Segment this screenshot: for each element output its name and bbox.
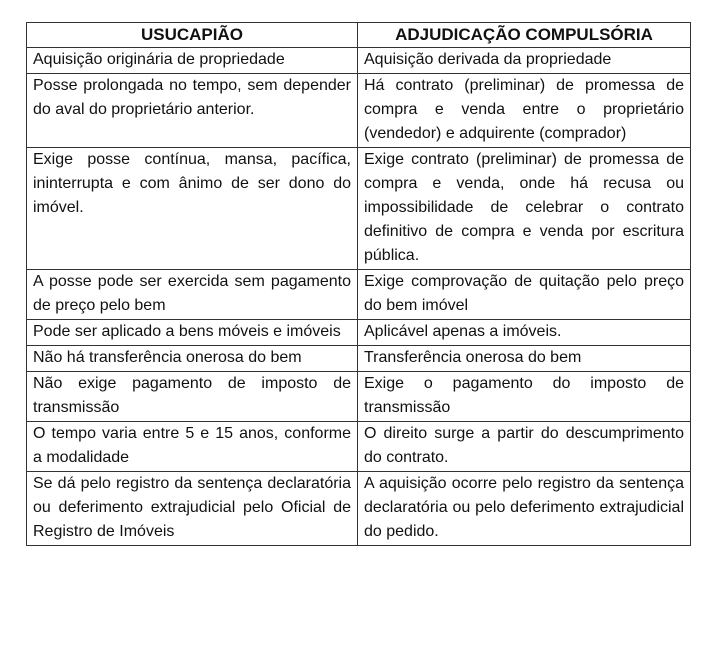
- usucapiao-cell: Não exige pagamento de imposto de transmissão: [27, 372, 358, 422]
- table-row: [27, 270, 691, 320]
- table-row: [27, 472, 691, 546]
- adjudicacao-cell: Exige o pagamento do imposto de transmissão: [358, 372, 691, 422]
- table-row: [27, 422, 691, 472]
- adjudicacao-cell: A aquisição ocorre pelo registro da sentença declaratória ou pelo deferimento extrajudicial do pedido.: [358, 472, 691, 546]
- adjudicacao-cell: O direito surge a partir do descumprimento do contrato.: [358, 422, 691, 472]
- usucapiao-cell: Pode ser aplicado a bens móveis e imóveis: [27, 320, 358, 346]
- header-adjudicacao-compulsoria: ADJUDICAÇÃO COMPULSÓRIA: [358, 23, 691, 48]
- adjudicacao-cell: Exige contrato (preliminar) de promessa de compra e venda, onde há recusa ou impossibilidade de celebrar o contrato definitivo de compra e venda por escritura pública.: [358, 148, 691, 270]
- adjudicacao-cell: Exige comprovação de quitação pelo preço do bem imóvel: [358, 270, 691, 320]
- usucapiao-cell: Posse prolongada no tempo, sem depender do aval do proprietário anterior.: [27, 74, 358, 148]
- table-row: [27, 74, 691, 148]
- adjudicacao-cell: Aquisição derivada da propriedade: [358, 48, 691, 74]
- header-row: [27, 23, 691, 48]
- table-row: [27, 320, 691, 346]
- header-usucapiao: USUCAPIÃO: [27, 23, 358, 48]
- table-row: [27, 372, 691, 422]
- comparison-table: [26, 22, 691, 546]
- usucapiao-cell: A posse pode ser exercida sem pagamento de preço pelo bem: [27, 270, 358, 320]
- adjudicacao-cell: Transferência onerosa do bem: [358, 346, 691, 372]
- adjudicacao-cell: Há contrato (preliminar) de promessa de compra e venda entre o proprietário (vendedor) e adquirente (comprador): [358, 74, 691, 148]
- table-row: [27, 48, 691, 74]
- table-row: [27, 346, 691, 372]
- usucapiao-cell: Aquisição originária de propriedade: [27, 48, 358, 74]
- usucapiao-cell: Se dá pelo registro da sentença declaratória ou deferimento extrajudicial pelo Oficial de Registro de Imóveis: [27, 472, 358, 546]
- adjudicacao-cell: Aplicável apenas a imóveis.: [358, 320, 691, 346]
- usucapiao-cell: Exige posse contínua, mansa, pacífica, ininterrupta e com ânimo de ser dono do imóvel.: [27, 148, 358, 270]
- usucapiao-cell: Não há transferência onerosa do bem: [27, 346, 358, 372]
- table-row: [27, 148, 691, 270]
- usucapiao-cell: O tempo varia entre 5 e 15 anos, conforme a modalidade: [27, 422, 358, 472]
